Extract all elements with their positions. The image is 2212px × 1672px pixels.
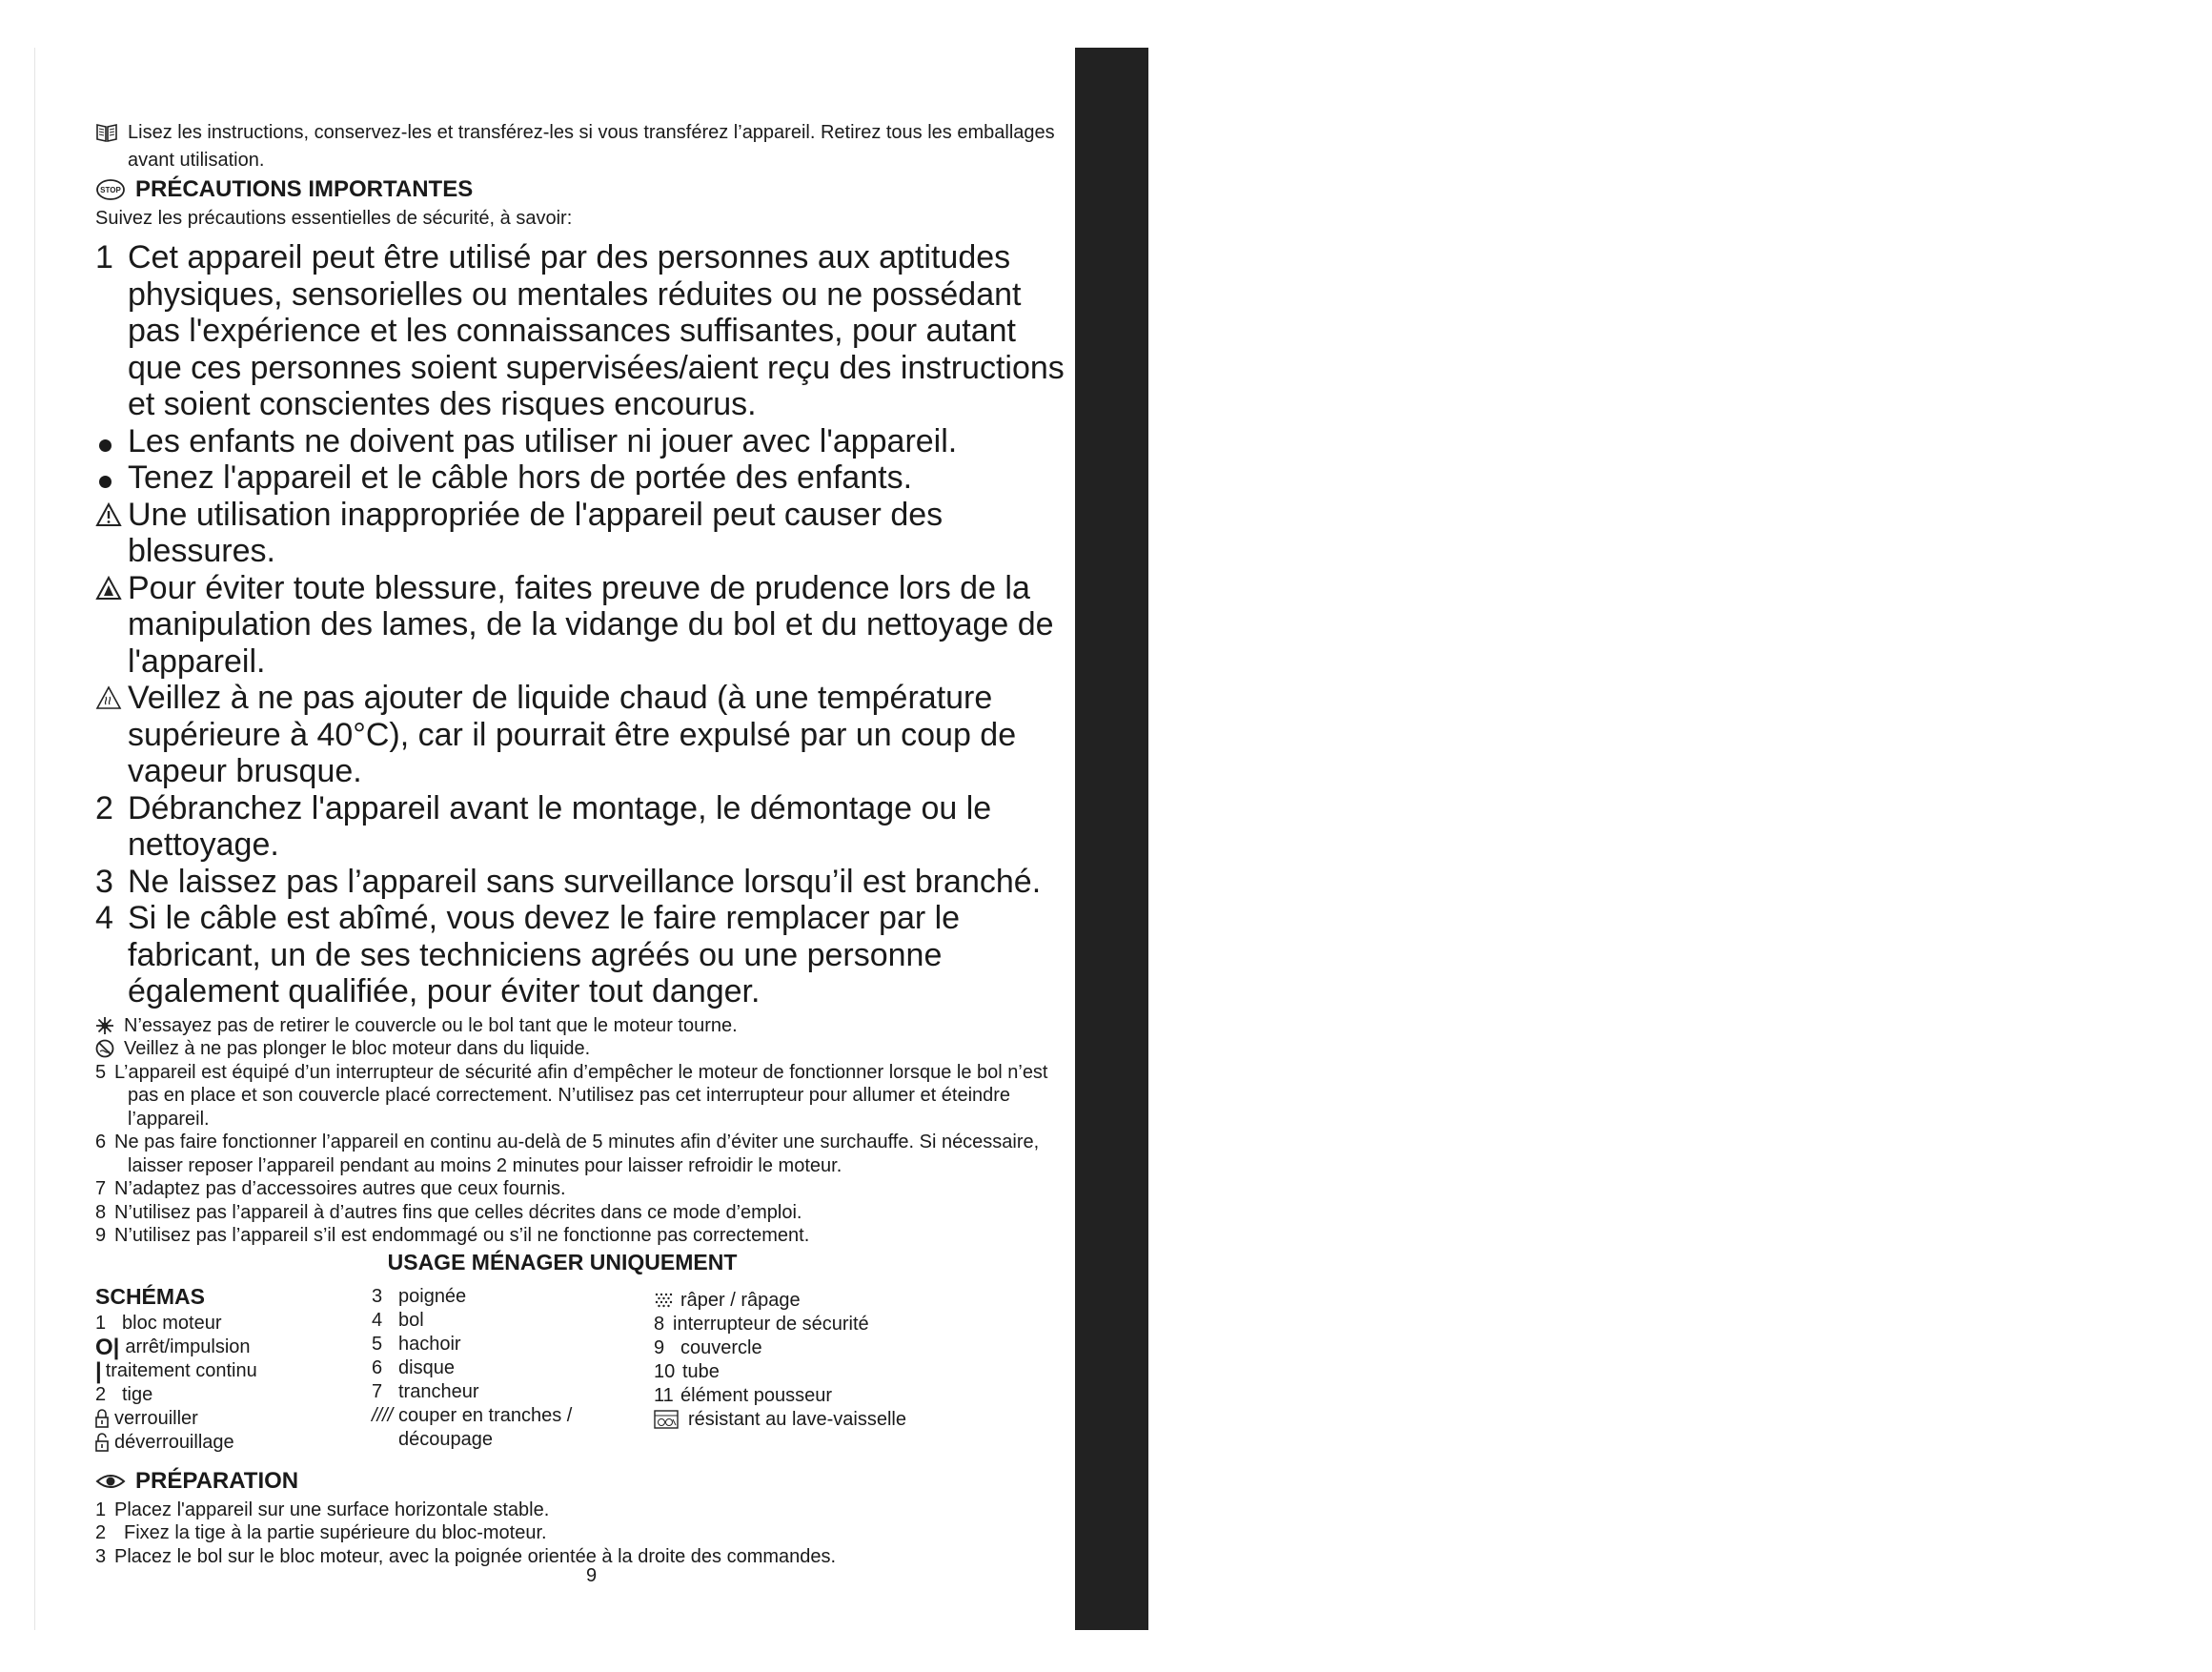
precaution-motion-note: [95, 1014, 1067, 1038]
item-number: 1: [95, 1499, 107, 1520]
continuous-icon: |: [95, 1357, 102, 1384]
schema-item: 2 tige: [95, 1383, 153, 1405]
margin-line: [34, 48, 35, 1630]
item-number: 2: [95, 789, 113, 826]
precaution-immerse-note: [95, 1037, 1067, 1061]
schemas-column-1: [95, 1281, 257, 1455]
item-number: 4: [95, 900, 113, 936]
lock-icon: [95, 1409, 109, 1428]
schema-item: 8 interrupteur de sécurité: [654, 1313, 869, 1335]
preparation-item-1: [95, 1499, 1067, 1522]
precaution-item-4: [95, 900, 1067, 1010]
item-text: Cet appareil peut être utilisé par des personnes aux aptitudes physiques, sensorielles ou mentales réduites ou ne possédant pas l'expérience et les connaissances suffisantes, pour autant que ces personnes soient supervisées/aient reçu des instructions et soient conscientes des risques encourus.: [128, 239, 1065, 422]
schema-item: | traitement continu: [95, 1357, 257, 1384]
schema-item: 1 bloc moteur: [95, 1312, 222, 1334]
preparation-heading: PRÉPARATION: [135, 1467, 299, 1494]
item-number: 2: [95, 1522, 107, 1543]
intro-paragraph: [95, 119, 1067, 174]
item-number: 3: [95, 1545, 107, 1567]
eye-icon: [95, 1473, 126, 1490]
schemas-heading: SCHÉMAS: [95, 1283, 206, 1309]
item-text: Débranchez l'appareil avant le montage, le démontage ou le nettoyage.: [128, 789, 992, 863]
page-content: [95, 119, 1067, 1568]
schema-item: déverrouillage: [95, 1431, 257, 1455]
svg-text:STOP: STOP: [100, 186, 121, 194]
item-text: N’utilisez pas l’appareil à d’autres fins que celles décrites dans ce mode d’emploi.: [114, 1201, 802, 1223]
dishwasher-icon: [654, 1410, 679, 1429]
item-number: 1: [95, 239, 113, 275]
item-text: Veillez à ne pas ajouter de liquide chaud (à une température supérieure à 40°C), car il pourrait être expulsé par un coup de vapeur brusque.: [128, 680, 1017, 789]
item-text: Fixez la tige à la partie supérieure du bloc-moteur.: [124, 1522, 547, 1543]
intro-text: Lisez les instructions, conservez-les et transférez-les si vous transférez l’appareil. Retirez tous les emballages avant utilisation.: [128, 122, 1055, 171]
schema-item: 9 couvercle: [654, 1336, 762, 1358]
precaution-warning-misuse: [95, 497, 1067, 570]
schema-item: 11 élément pousseur: [654, 1384, 832, 1406]
item-text: Ne pas faire fonctionner l’appareil en continu au-delà de 5 minutes afin d’éviter une surchauffe. Si nécessaire, laisser reposer l’appareil pendant au moins 2 minutes pour laisser refroidir le moteur.: [114, 1132, 1040, 1176]
item-text: Les enfants ne doivent pas utiliser ni jouer avec l'appareil.: [128, 422, 958, 459]
precaution-warning-hot-liquid: [95, 680, 1067, 790]
schema-item: 10 tube: [654, 1360, 720, 1382]
item-text: Placez l'appareil sur une surface horizontale stable.: [114, 1499, 550, 1520]
preparation-item-2: [95, 1521, 1067, 1545]
precaution-item-8: [95, 1201, 1067, 1225]
slice-icon: ////: [372, 1404, 394, 1426]
book-icon: [95, 122, 118, 143]
item-text: N’adaptez pas d’accessoires autres que ceux fournis.: [114, 1178, 566, 1199]
precaution-bullet-cable: [95, 459, 1067, 497]
schemas-section: [95, 1281, 1067, 1462]
side-tab: [1075, 48, 2211, 1630]
schema-item: O| arrêt/impulsion: [95, 1334, 251, 1360]
schema-item: râper / râpage: [654, 1289, 906, 1313]
bullet-icon: [99, 476, 112, 488]
schemas-column-2: [372, 1281, 572, 1452]
precaution-warning-blades: [95, 570, 1067, 681]
precaution-item-2: [95, 790, 1067, 864]
precaution-item-5: [95, 1061, 1067, 1132]
item-text: L’appareil est équipé d’un interrupteur de sécurité afin d’empêcher le moteur de fonctionner lorsque le bol n’est pas en place et son couvercle placé correctement. N’utilisez pas cet interrupteur pour allumer et éteindre l’appareil.: [114, 1061, 1048, 1130]
schemas-column-3: [654, 1281, 906, 1432]
motion-icon: [95, 1016, 114, 1035]
schema-item: résistant au lave-vaisselle: [654, 1408, 906, 1432]
item-number: 8: [95, 1201, 107, 1223]
precaution-item-7: [95, 1177, 1067, 1201]
bullet-icon: [99, 439, 112, 452]
item-text: Veillez à ne pas plonger le bloc moteur dans du liquide.: [124, 1038, 591, 1059]
item-text: Tenez l'appareil et le câble hors de portée des enfants.: [128, 459, 913, 496]
item-text: N’essayez pas de retirer le couvercle ou le bol tant que le moteur tourne.: [124, 1014, 738, 1036]
precautions-heading-row: [95, 174, 1067, 205]
schema-item: //// couper en tranches /: [372, 1404, 573, 1426]
schema-item: 5 hachoir: [372, 1333, 461, 1355]
item-text: Une utilisation inappropriée de l'appareil peut causer des blessures.: [128, 496, 944, 569]
precaution-item-9: [95, 1224, 1067, 1248]
item-number: 7: [95, 1178, 107, 1199]
schema-item: 7 trancheur: [372, 1380, 479, 1402]
item-number: 3: [95, 863, 113, 900]
schema-item: 6 disque: [372, 1356, 455, 1378]
warning-icon: [95, 502, 122, 527]
schema-item: découpage: [398, 1428, 493, 1450]
hot-liquid-warning-icon: [95, 685, 122, 710]
item-number: 9: [95, 1225, 107, 1246]
blade-warning-icon: [95, 576, 122, 601]
usage-notice: USAGE MÉNAGER UNIQUEMENT: [387, 1249, 738, 1274]
schema-item: 3 poignée: [372, 1285, 467, 1307]
precaution-item-1: [95, 239, 1067, 423]
grate-icon: [654, 1292, 675, 1309]
precautions-heading: PRÉCAUTIONS IMPORTANTES: [135, 176, 474, 202]
precaution-bullet-children: [95, 423, 1067, 460]
precautions-subtitle: Suivez les précautions essentielles de sécurité, à savoir:: [95, 208, 573, 229]
side-tab-label: mode d’emploi: [2161, 141, 2211, 440]
item-number: 5: [95, 1061, 107, 1083]
precaution-item-6: [95, 1131, 1067, 1177]
item-text: Placez le bol sur le bloc moteur, avec la poignée orientée à la droite des commandes.: [114, 1545, 837, 1567]
schema-item: 4 bol: [372, 1309, 424, 1331]
stop-icon: [95, 178, 126, 201]
item-number: 6: [95, 1132, 107, 1152]
precaution-item-3: [95, 864, 1067, 901]
unlock-icon: [95, 1433, 109, 1452]
item-text: Ne laissez pas l’appareil sans surveillance lorsqu’il est branché.: [128, 863, 1042, 900]
schema-item: verrouiller: [95, 1407, 257, 1431]
no-immerse-icon: [95, 1039, 114, 1058]
on-pulse-icon: O|: [95, 1334, 120, 1360]
item-text: N’utilisez pas l’appareil s’il est endommagé ou s’il ne fonctionne pas correctement.: [114, 1225, 810, 1246]
item-text: Pour éviter toute blessure, faites preuve de prudence lors de la manipulation des lames, de la vidange du bol et du nettoyage de l'appareil.: [128, 569, 1054, 680]
page-number: 9: [585, 1565, 598, 1586]
preparation-heading-row: [95, 1464, 1067, 1499]
item-text: Si le câble est abîmé, vous devez le faire remplacer par le fabricant, un de ses techniciens agréés ou une personne également qualifiée, pour éviter tout danger.: [128, 900, 961, 1009]
